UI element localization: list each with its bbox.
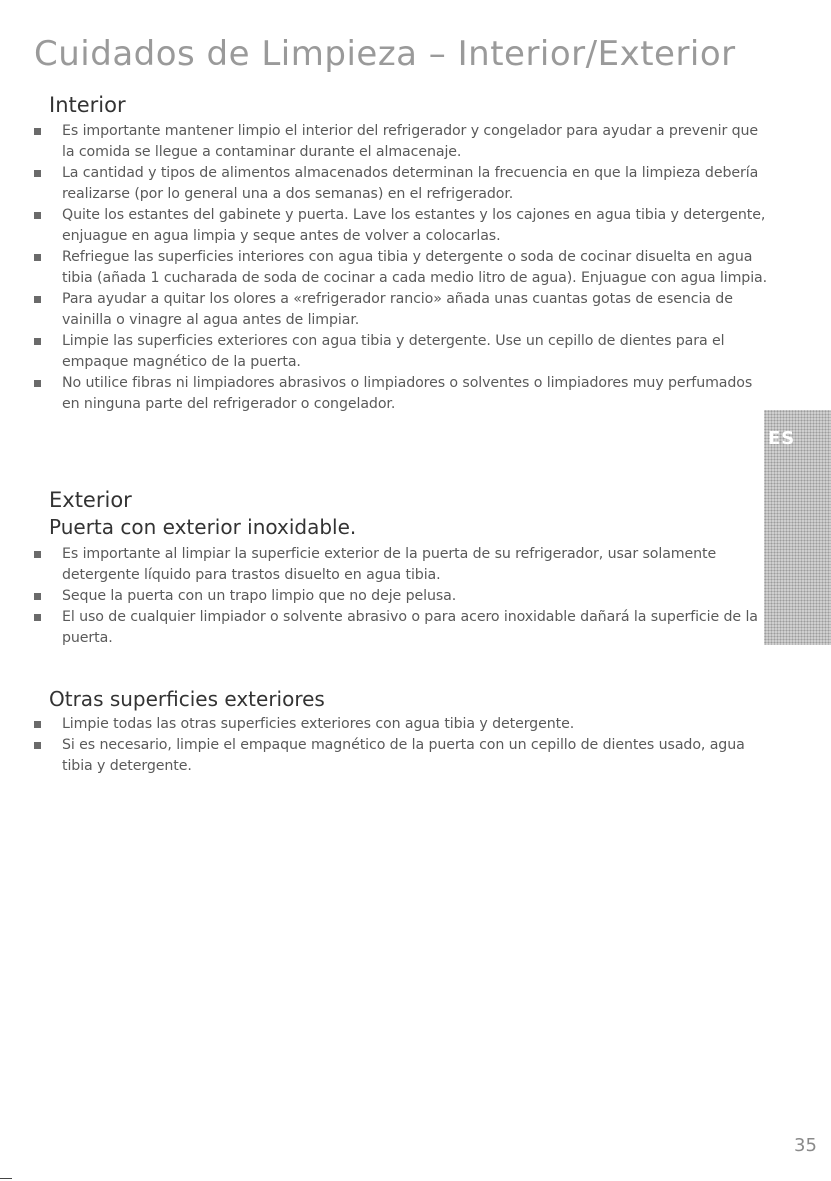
list-item-text: La cantidad y tipos de alimentos almacenados determinan la frecuencia en que la limpieza debería realizarse (por lo general una a dos semanas) en el refrigerador. [62, 165, 759, 202]
bullet-icon [34, 296, 41, 303]
list-item [34, 163, 769, 205]
list-item [34, 205, 769, 247]
page-title: Cuidados de Limpieza – Interior/Exterior [34, 34, 736, 74]
list-item-text: Si es necesario, limpie el empaque magnético de la puerta con un cepillo de dientes usado, agua tibia y detergente. [62, 737, 745, 774]
bullet-icon [34, 593, 41, 600]
other-surfaces-list [34, 714, 769, 777]
list-item [34, 373, 769, 415]
exterior-heading: Exterior [49, 488, 132, 512]
list-item [34, 586, 769, 607]
other-surfaces-heading: Otras superficies exteriores [49, 687, 325, 711]
bullet-icon [34, 338, 41, 345]
list-item [34, 714, 769, 735]
list-item-text: Quite los estantes del gabinete y puerta. Lave los estantes y los cajones en agua tibia y detergente, enjuague en agua limpia y seque antes de volver a colocarlas. [62, 207, 766, 244]
list-item-text: Refriegue las superficies interiores con agua tibia y detergente o soda de cocinar disuelta en agua tibia (añada 1 cucharada de soda de cocinar a cada medio litro de agua). Enjuague con agua limpia. [62, 249, 768, 286]
bullet-icon [34, 721, 41, 728]
list-item-text: Seque la puerta con un trapo limpio que no deje pelusa. [62, 588, 457, 604]
bullet-icon [34, 380, 41, 387]
list-item-text: El uso de cualquier limpiador o solvente abrasivo o para acero inoxidable dañará la superficie de la puerta. [62, 609, 758, 646]
interior-heading: Interior [49, 93, 126, 117]
bullet-icon [34, 742, 41, 749]
language-tab-label: ES [768, 428, 796, 449]
list-item-text: Es importante al limpiar la superficie exterior de la puerta de su refrigerador, usar solamente detergente líquido para trastos disuelto en agua tibia. [62, 546, 717, 583]
exterior-subheading: Puerta con exterior inoxidable. [49, 515, 357, 539]
page-number: 35 [794, 1135, 817, 1156]
bullet-icon [34, 212, 41, 219]
interior-list [34, 121, 769, 415]
bullet-icon [34, 254, 41, 261]
bullet-icon [34, 170, 41, 177]
list-item [34, 544, 769, 586]
bullet-icon [34, 614, 41, 621]
list-item-text: No utilice fibras ni limpiadores abrasivos o limpiadores o solventes o limpiadores muy perfumados en ninguna parte del refrigerador o congelador. [62, 375, 753, 412]
bullet-icon [34, 551, 41, 558]
list-item [34, 289, 769, 331]
list-item [34, 247, 769, 289]
list-item [34, 331, 769, 373]
bullet-icon [34, 128, 41, 135]
language-side-tab [764, 410, 831, 645]
list-item-text: Para ayudar a quitar los olores a «refrigerador rancio» añada unas cuantas gotas de esencia de vainilla o vinagre al agua antes de limpiar. [62, 291, 733, 328]
list-item [34, 735, 769, 777]
list-item [34, 121, 769, 163]
list-item-text: Es importante mantener limpio el interior del refrigerador y congelador para ayudar a prevenir que la comida se llegue a contaminar durante el almacenaje. [62, 123, 759, 160]
list-item-text: Limpie las superficies exteriores con agua tibia y detergente. Use un cepillo de dientes para el empaque magnético de la puerta. [62, 333, 725, 370]
list-item-text: Limpie todas las otras superficies exteriores con agua tibia y detergente. [62, 716, 575, 732]
exterior-list [34, 544, 769, 649]
crop-mark [0, 1178, 12, 1179]
list-item [34, 607, 769, 649]
